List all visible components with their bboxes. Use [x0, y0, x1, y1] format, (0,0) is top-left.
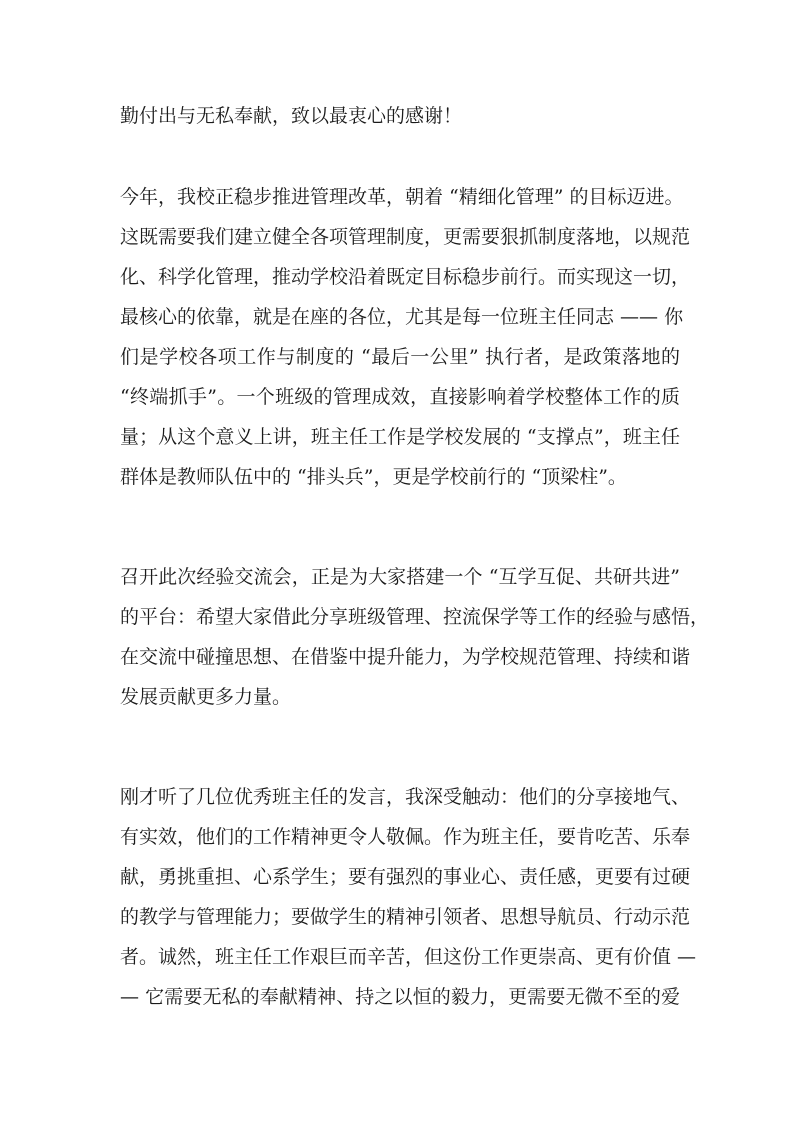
text-line: “终端抓手”。一个班级的管理成效，直接影响着学校整体工作的质	[120, 386, 680, 408]
text-line: 召开此次经验交流会，正是为大家搭建一个 “互学互促、共研共进”	[120, 566, 680, 588]
text-line: 献，勇挑重担、心系学生；要有强烈的事业心、责任感，更要有过硬	[120, 866, 691, 888]
text-line: 们是学校各项工作与制度的 “最后一公里” 执行者，是政策落地的	[120, 346, 680, 368]
text-line: 化、科学化管理，推动学校沿着既定目标稳步前行。而实现这一切，	[120, 266, 691, 288]
text-line: 这既需要我们建立健全各项管理制度，更需要狠抓制度落地，以规范	[120, 226, 691, 248]
text-line: 群体是教师队伍中的 “排头兵”，更是学校前行的 “顶梁柱”。	[120, 466, 627, 488]
text-line: 勤付出与无私奉献，致以最衷心的感谢！	[120, 105, 463, 127]
text-line: 发展贡献更多力量。	[120, 686, 292, 708]
text-line: 的平台：希望大家借此分享班级管理、控流保学等工作的经验与感悟，	[120, 606, 710, 628]
text-line: 的教学与管理能力；要做学生的精神引领者、思想导航员、行动示范	[120, 906, 691, 928]
text-line: 今年，我校正稳步推进管理改革，朝着 “精细化管理” 的目标迈进。	[120, 186, 684, 208]
text-line: 在交流中碰撞思想、在借鉴中提升能力，为学校规范管理、持续和谐	[120, 646, 691, 668]
text-line: 者。诚然，班主任工作艰巨而辛苦，但这份工作更崇高、更有价值 —	[120, 946, 697, 968]
text-line: 量；从这个意义上讲，班主任工作是学校发展的 “支撑点”，班主任	[120, 426, 680, 448]
text-line: 最核心的依靠，就是在座的各位，尤其是每一位班主任同志 —— 你	[120, 306, 684, 328]
text-line: 有实效，他们的工作精神更令人敬佩。作为班主任，要肯吃苦、乐奉	[120, 826, 691, 848]
text-line: 刚才听了几位优秀班主任的发言，我深受触动：他们的分享接地气、	[120, 786, 691, 808]
text-line: — 它需要无私的奉献精神、持之以恒的毅力，更需要无微不至的爱	[120, 986, 680, 1008]
